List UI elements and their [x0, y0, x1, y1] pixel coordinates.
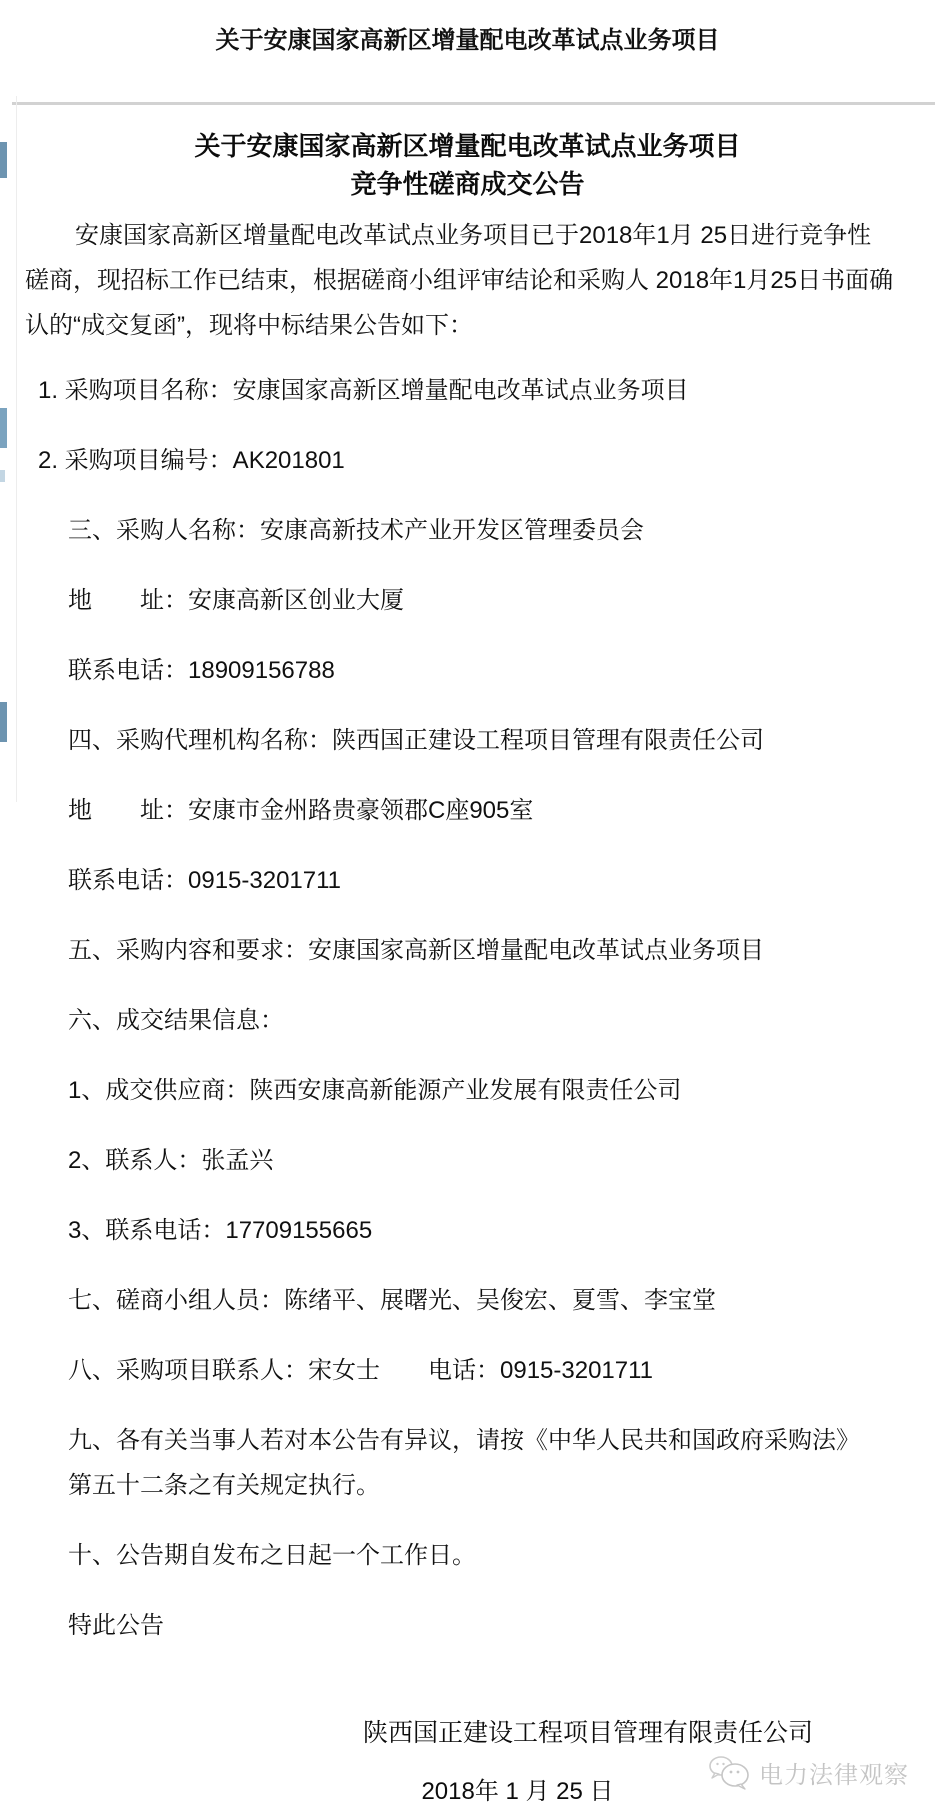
doc-item: 联系电话：18909156788 [68, 657, 335, 684]
chat-bubbles-icon [707, 1754, 751, 1790]
edge-artifact [0, 408, 7, 448]
doc-item: 3、联系电话：17709155665 [68, 1217, 373, 1244]
intro-line: 磋商，现招标工作已结束，根据磋商小组评审结论和采购人 2018年1月25日书面确 [25, 267, 894, 294]
doc-item: 八、采购项目联系人：宋女士 电话：0915-3201711 [68, 1357, 654, 1384]
doc-item-line: 九、各有关当事人若对本公告有异议，请按《中华人民共和国政府采购法》 [68, 1427, 860, 1454]
watermark-label: 电力法律观察 [759, 1761, 909, 1789]
doc-item [68, 1418, 935, 1508]
document-body [0, 368, 935, 1648]
doc-item: 七、磋商小组人员：陈绪平、展曙光、吴俊宏、夏雪、李宝堂 [68, 1287, 716, 1314]
doc-item-line: 第五十二条之有关规定执行。 [68, 1472, 380, 1499]
doc-item: 特此公告 [68, 1612, 164, 1639]
header-divider [12, 102, 935, 105]
doc-item: 1、成交供应商：陕西安康高新能源产业发展有限责任公司 [68, 1077, 682, 1104]
document-title [0, 127, 935, 203]
doc-item: 地 址：安康高新区创业大厦 [68, 587, 404, 614]
doc-item: 四、采购代理机构名称：陕西国正建设工程项目管理有限责任公司 [68, 727, 764, 754]
doc-item: 2. 采购项目编号：AK201801 [38, 447, 345, 474]
signature-date: 2018年 1 月 25 日 [421, 1778, 614, 1805]
doc-item: 十、公告期自发布之日起一个工作日。 [68, 1542, 476, 1569]
edge-artifact [0, 142, 7, 178]
document-title-line2: 竞争性磋商成交公告 [350, 169, 585, 199]
edge-artifact [0, 702, 7, 742]
intro-line: 安康国家高新区增量配电改革试点业务项目已于2018年1月 25日进行竞争性 [75, 222, 872, 249]
doc-item: 1. 采购项目名称：安康国家高新区增量配电改革试点业务项目 [38, 377, 689, 404]
intro-paragraph [0, 213, 935, 348]
doc-item: 三、采购人名称：安康高新技术产业开发区管理委员会 [68, 517, 644, 544]
intro-line: 认的“成交复函”，现将中标结果公告如下： [25, 312, 473, 339]
doc-item: 地 址：安康市金州路贵豪领郡C座905室 [68, 797, 534, 824]
doc-item: 六、成交结果信息： [68, 1007, 284, 1034]
article-header-title: 关于安康国家高新区增量配电改革试点业务项目 [215, 27, 720, 54]
edge-artifact [0, 470, 5, 482]
watermark [707, 1754, 909, 1790]
doc-item: 2、联系人：张孟兴 [68, 1147, 274, 1174]
left-margin-line [16, 96, 17, 802]
doc-item: 五、采购内容和要求：安康国家高新区增量配电改革试点业务项目 [68, 937, 764, 964]
doc-item: 联系电话：0915-3201711 [68, 867, 342, 894]
document-title-line1: 关于安康国家高新区增量配电改革试点业务项目 [194, 131, 741, 161]
signature-company: 陕西国正建设工程项目管理有限责任公司 [362, 1719, 813, 1747]
